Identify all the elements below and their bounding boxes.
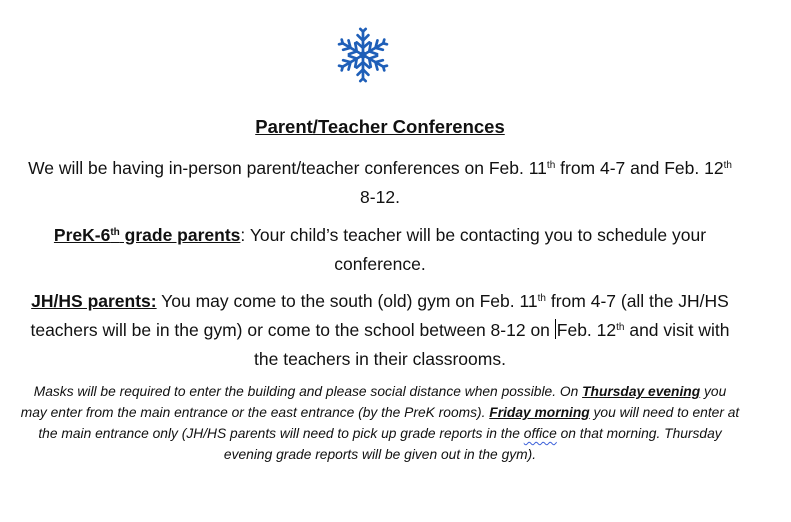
intro-sup-a: th bbox=[546, 160, 556, 171]
jhhs-text-b: from 4-7 (all the JH/HS teachers will be in the gym) or come to the school between 8-12 on bbox=[30, 291, 729, 340]
prek-paragraph bbox=[20, 221, 740, 279]
intro-paragraph bbox=[20, 154, 740, 212]
intro-sup-b: th bbox=[723, 160, 732, 171]
thursday-evening-label: Thursday evening bbox=[582, 384, 701, 399]
prek-label-b: grade parents bbox=[119, 225, 241, 245]
jhhs-sup-a: th bbox=[537, 293, 546, 304]
jhhs-label: JH/HS parents: bbox=[31, 291, 157, 311]
office-word: office bbox=[523, 426, 557, 441]
jhhs-paragraph bbox=[20, 287, 740, 374]
friday-morning-label: Friday morning bbox=[489, 405, 590, 420]
jhhs-text-d: and visit with the teachers in their classrooms. bbox=[254, 320, 730, 369]
note-text-d: on that morning. Thursday evening grade reports will be given out in the gym). bbox=[223, 426, 722, 462]
jhhs-sup-b: th bbox=[616, 322, 625, 333]
intro-text-b: from 4-7 and Feb. 12 bbox=[555, 158, 724, 178]
jhhs-text-a: You may come to the south (old) gym on Feb. 11 bbox=[156, 291, 538, 311]
page-title: Parent/Teacher Conferences bbox=[255, 116, 505, 137]
note-text-c: you will need to enter at the main entrance only (JH/HS parents will need to pick up grade reports in the bbox=[38, 405, 740, 441]
note-text-a: Masks will be required to enter the building and please social distance when possible. On bbox=[33, 384, 583, 399]
intro-text-c: 8-12. bbox=[360, 187, 400, 207]
prek-label bbox=[54, 225, 240, 245]
text-cursor bbox=[555, 319, 556, 339]
intro-text-a: We will be having in-person parent/teacher conferences on Feb. 11 bbox=[28, 158, 547, 178]
note-text-b: you may enter from the main entrance or the east entrance (by the PreK rooms). bbox=[20, 384, 727, 420]
snowflake-icon bbox=[336, 26, 390, 84]
prek-text: : Your child’s teacher will be contacting you to schedule your conference. bbox=[240, 225, 707, 274]
prek-label-sup: th bbox=[110, 227, 120, 238]
prek-label-a: PreK-6 bbox=[53, 225, 111, 245]
masks-note bbox=[20, 381, 740, 465]
jhhs-text-c: Feb. 12 bbox=[556, 320, 617, 340]
